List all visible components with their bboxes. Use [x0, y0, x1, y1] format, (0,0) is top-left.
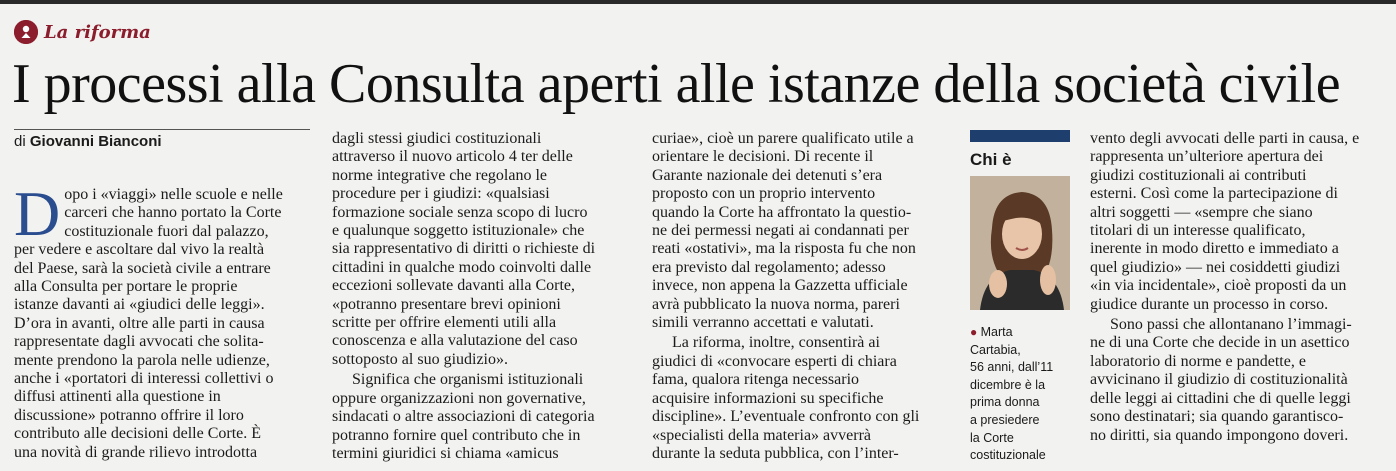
text-line: dagli stessi giudici costituzionali — [332, 130, 542, 147]
text-line: Significa che organismi istituzionali — [352, 371, 584, 389]
paragraph — [332, 130, 634, 369]
text-line: proposto con un proprio intervento — [652, 185, 876, 203]
text-line: e qualunque soggetto istituzionale» che — [332, 222, 585, 240]
text-line: durante la seduta pubblica, con l’inter- — [652, 444, 899, 462]
text-line: diffusi attinenti alla questione in — [14, 388, 221, 406]
portrait-photo — [970, 176, 1070, 310]
text-line: carceri che hanno portato la Corte — [64, 204, 282, 222]
text-line: mente prendono la parola nelle udienze, — [14, 351, 270, 369]
text-line: ne dei permessi negati ai condannati per — [652, 222, 909, 240]
kicker-label: La riforma — [44, 21, 151, 43]
text-line: vento degli avvocati delle parti in causa, e — [1090, 130, 1360, 147]
text-line: termini giuridici si chiama «amicus — [332, 444, 559, 462]
text-line: anche i «portatori di interessi collettivi o — [14, 370, 274, 388]
text-line: cittadini in qualche modo coinvolti dalle — [332, 258, 592, 276]
text-line: una novità di grande rilievo introdotta — [14, 443, 258, 461]
text-line: norme integrative che regolano le — [332, 166, 548, 184]
text-line: eccezioni sollevate davanti alla Corte, — [332, 277, 575, 295]
text-line: simili verranno accettati e valutati. — [652, 314, 874, 332]
text-line: no diritti, sia quando impongono doveri. — [1090, 426, 1349, 444]
text-line: per vedere e ascoltare dal vivo la realtà — [14, 241, 265, 259]
text-line: «in via incidentale», cioè proposti da un — [1090, 277, 1347, 295]
text-line: D’ora in avanti, oltre alle parti in causa — [14, 314, 265, 332]
article-column-1 — [14, 178, 314, 462]
text-line: avrà pubblicato la nuova norma, pareri — [652, 295, 900, 313]
text-line: discipline». L’eventuale confronto con gli — [652, 408, 920, 426]
caption-line: costituzionale — [970, 448, 1046, 463]
text-line: delle leggi ai cittadini che di quelle leggi — [1090, 389, 1351, 407]
text-line: reati «ostativi», ma la risposta fu che non — [652, 240, 916, 258]
text-line: procedure per i giudizi: «qualsiasi — [332, 185, 550, 203]
text-line: opo i «viaggi» nelle scuole e nelle — [64, 186, 283, 203]
text-line: Sono passi che allontanano l’immagi- — [1110, 316, 1352, 334]
byline-prefix: di — [14, 133, 26, 150]
caption-line: 56 anni, dall’11 — [970, 360, 1054, 375]
caption-line: la Corte — [970, 430, 1014, 445]
text-line: rappresentate dagli avvocati che solita- — [14, 333, 264, 351]
caption-text: Marta — [980, 325, 1013, 339]
text-line: sia rappresentativo di diritti o richieste di — [332, 240, 596, 258]
text-line: avvicinano il giudizio di costituzionalità — [1090, 371, 1348, 389]
text-line: costituzionale fuori dal palazzo, — [64, 222, 269, 240]
text-line: fama, qualora ritenga necessario — [652, 371, 860, 389]
paragraph — [1090, 316, 1390, 445]
text-line: «potranno presentare brevi opinioni — [332, 295, 561, 313]
text-line: discussione» potranno offrire il loro — [14, 406, 244, 424]
photo-caption — [970, 324, 1070, 465]
text-line: formazione sociale senza scopo di lucro — [332, 203, 588, 221]
text-line: attraverso il nuovo articolo 4 ter delle — [332, 148, 573, 166]
caption-line: dicembre è la — [970, 377, 1046, 392]
text-line: quando la Corte ha affrontato la questio- — [652, 203, 912, 221]
sidebar-bar — [970, 130, 1070, 142]
byline-rule — [14, 129, 310, 130]
text-line: era previsto dal regolamento; adesso — [652, 258, 886, 276]
text-line: scritte per offrire elementi utili alla — [332, 314, 557, 332]
text-line: giudice durante un processo in corso. — [1090, 295, 1329, 313]
article-column-3 — [652, 130, 952, 463]
caption-line: a presiedere — [970, 412, 1040, 427]
text-line: ne di una Corte che decide in un asettico — [1090, 334, 1350, 352]
text-line: del Paese, sarà la società civile a entrare — [14, 259, 271, 277]
paragraph — [652, 334, 952, 463]
bullet-dot-icon: ● — [970, 325, 981, 339]
text-line: orientare le decisioni. Di recente il — [652, 148, 874, 166]
text-line: potranno fornire quel contributo che in — [332, 426, 581, 444]
profile-sidebar — [970, 130, 1070, 465]
sidebar-title: Chi è — [970, 150, 1012, 169]
text-line: inerente in modo diretto e immediato a — [1090, 240, 1339, 258]
text-line: istanze davanti ai «giudici delle leggi». — [14, 296, 265, 314]
text-line: giudizi costituzionali ai contributi — [1090, 166, 1307, 184]
text-line: invece, non appena la Gazzetta ufficiale — [652, 277, 908, 295]
text-line: sottoposto al suo giudizio». — [332, 350, 508, 368]
text-line: quel giudizio» — nei cosiddetti giudizi — [1090, 258, 1341, 276]
drop-cap: D — [14, 178, 61, 249]
text-line: «specialisti della materia» avverrà — [652, 426, 872, 444]
text-line: curiae», cioè un parere qualificato utile a — [652, 130, 914, 147]
paragraph — [652, 130, 952, 332]
text-line: acquisire informazioni su specifiche — [652, 389, 884, 407]
text-line: sindacati o altre associazioni di categoria — [332, 408, 595, 426]
text-line: contributo alle decisioni delle Corte. È — [14, 425, 262, 443]
article-column-2 — [332, 130, 634, 463]
paragraph — [332, 371, 634, 463]
text-line: altri soggetti — «sempre che siano — [1090, 203, 1313, 221]
headline: I processi alla Consulta aperti alle istanze della società civile — [12, 53, 1341, 115]
text-line: La riforma, inoltre, consentirà ai — [672, 334, 880, 352]
byline-author: Giovanni Bianconi — [29, 133, 162, 150]
text-line: alla Consulta per portare le proprie — [14, 278, 238, 296]
text-line: laboratorio di norme e pandette, e — [1090, 352, 1306, 370]
text-line: oppure organizzazioni non governative, — [332, 389, 586, 407]
kicker — [14, 18, 151, 46]
caption-line — [970, 324, 1070, 342]
caption-line: prima donna — [970, 395, 1040, 410]
text-line: conoscenza e alla valutazione del caso — [332, 332, 578, 350]
caption-line: Cartabia, — [970, 342, 1021, 357]
text-line: sono destinatari; sia quando garantisco- — [1090, 408, 1344, 426]
article-column-5 — [1090, 130, 1390, 445]
text-line: titolari di un interesse qualificato, — [1090, 222, 1306, 240]
text-line: esterni. Così come la partecipazione di — [1090, 185, 1338, 203]
text-line: Garante nazionale dei detenuti s’era — [652, 166, 883, 184]
byline — [14, 133, 162, 150]
top-rule — [0, 0, 1396, 4]
text-line: giudici di «convocare esperti di chiara — [652, 352, 897, 370]
corriere-logo-icon — [14, 20, 38, 44]
text-line: rappresenta un’ulteriore apertura dei — [1090, 148, 1324, 166]
paragraph — [1090, 130, 1390, 314]
